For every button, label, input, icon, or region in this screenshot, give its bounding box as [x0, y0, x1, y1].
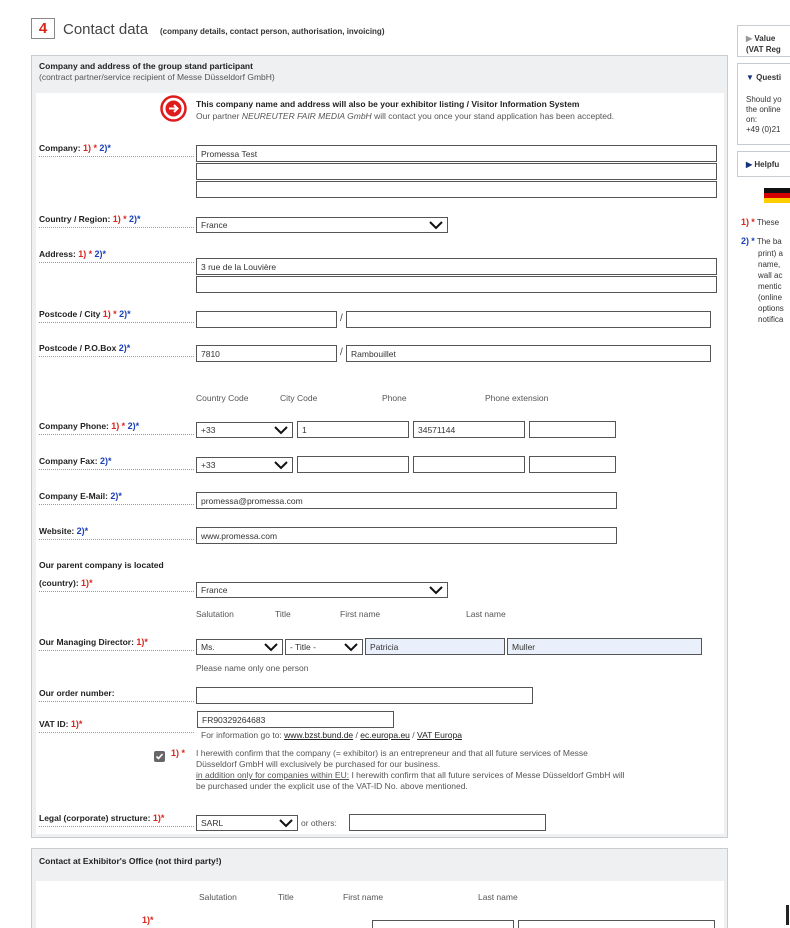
legal-structure-select[interactable]: SARL — [196, 815, 298, 831]
helpful-panel[interactable] — [737, 151, 790, 177]
col-title: Title — [275, 609, 291, 619]
order-number-input[interactable] — [196, 687, 533, 704]
fax-extension-input[interactable] — [529, 456, 616, 473]
vat-info: For information go to: www.bzst.bund.de / ec.europa.eu / VAT Europa — [201, 730, 462, 740]
scroll-edge — [786, 905, 789, 925]
first-name-input[interactable]: Patricia — [365, 638, 505, 655]
vat-confirm-checkbox[interactable] — [154, 751, 165, 762]
pobox-label: Postcode / P.O.Box 2)* — [39, 343, 194, 357]
postcode-input[interactable] — [196, 311, 337, 328]
company-name-input-3[interactable] — [196, 181, 717, 198]
phone-number-input[interactable]: 34571144 — [413, 421, 525, 438]
address-input[interactable]: 3 rue de la Louvière — [196, 258, 717, 275]
title-select[interactable]: - Title - — [285, 639, 363, 655]
contact-first-name-input[interactable] — [372, 920, 514, 928]
postcode-city-label: Postcode / City 1) * 2)* — [39, 309, 194, 323]
address-input-2[interactable] — [196, 276, 717, 293]
company-name-input[interactable]: Promessa Test — [196, 145, 717, 162]
confirm-required: 1) * — [171, 748, 186, 758]
pobox-separator: / — [340, 347, 343, 358]
check-icon — [154, 751, 165, 762]
managing-director-label: Our Managing Director: 1)* — [39, 637, 194, 651]
contact-col-last-name: Last name — [478, 892, 518, 902]
contact-required: 1)* — [142, 915, 154, 925]
parent-country-select[interactable]: France — [196, 582, 448, 598]
listing-info-line2: Our partner NEUREUTER FAIR MEDIA GmbH will contact you once your stand application has been accepted. — [196, 111, 615, 121]
chevron-down-icon — [279, 818, 293, 828]
website-input[interactable]: www.promessa.com — [196, 527, 617, 544]
country-label: Country / Region: 1) * 2)* — [39, 214, 194, 228]
footnote-1: 1) * These — [741, 217, 780, 227]
col-phone: Phone — [382, 393, 407, 403]
company-fax-label: Company Fax: 2)* — [39, 456, 194, 470]
company-panel-subtitle: (contract partner/service recipient of Messe Düsseldorf GmbH) — [39, 72, 275, 82]
one-person-hint: Please name only one person — [196, 663, 309, 673]
order-number-label: Our order number: — [39, 688, 194, 702]
city-input[interactable] — [346, 311, 711, 328]
phone-city-code-input[interactable]: 1 — [297, 421, 409, 438]
helpful-panel-title: ▶ Helpfu — [746, 160, 780, 169]
company-name-input-2[interactable] — [196, 163, 717, 180]
vat-id-input[interactable]: FR90329264683 — [197, 711, 394, 728]
company-panel-title: Company and address of the group stand participant — [39, 61, 253, 71]
website-label: Website: 2)* — [39, 526, 194, 540]
contact-col-salutation: Salutation — [199, 892, 237, 902]
footnote-2-marker: 2) * The ba — [741, 236, 782, 246]
col-city-code: City Code — [280, 393, 318, 403]
col-salutation: Salutation — [196, 609, 234, 619]
parent-company-label-line2: (country): 1)* — [39, 578, 194, 592]
confirm-text: I herewith confirm that the company (= exhibitor) is an entrepreneur and that all future services of Messe Düsseldorf GmbH will exclusively be purchased for our business. in addition only for companies within EU: I herewith confirm that all future services of Messe Düsseldorf GmbH will be purchased under the explicit use of the VAT-ID No. above mentioned. — [196, 748, 625, 791]
ec-europa-link[interactable]: ec.europa.eu — [360, 730, 410, 740]
chevron-down-icon — [274, 460, 288, 470]
company-email-label: Company E-Mail: 2)* — [39, 491, 194, 505]
contact-last-name-input[interactable] — [518, 920, 715, 928]
fax-country-code-select[interactable]: +33 — [196, 457, 293, 473]
chevron-down-icon — [344, 642, 358, 652]
chevron-down-icon — [264, 642, 278, 652]
phone-extension-input[interactable] — [529, 421, 616, 438]
questions-panel-title[interactable]: ▼ Questi — [746, 73, 782, 82]
fax-city-code-input[interactable] — [297, 456, 409, 473]
value-panel[interactable] — [737, 25, 790, 57]
footnote-2-text: print) a name, wall ac mentic (online options notifica — [758, 249, 784, 324]
section-number-badge: 4 — [31, 18, 55, 39]
value-panel-title: ▶ Value — [746, 34, 776, 43]
pobox-city-input[interactable]: Rambouillet — [346, 345, 711, 362]
col-first-name: First name — [340, 609, 381, 619]
fax-number-input[interactable] — [413, 456, 525, 473]
address-label: Address: 1) * 2)* — [39, 249, 194, 263]
value-panel-sub: (VAT Reg — [746, 45, 781, 54]
vat-europa-link[interactable]: VAT Europa — [417, 730, 462, 740]
or-others-label: or others: — [301, 818, 337, 828]
company-email-input[interactable]: promessa@promessa.com — [196, 492, 617, 509]
legal-structure-label: Legal (corporate) structure: 1)* — [39, 813, 194, 827]
legal-other-input[interactable] — [349, 814, 546, 831]
questions-panel — [737, 63, 790, 145]
chevron-down-icon — [429, 585, 443, 595]
arrow-right-circle-icon — [160, 95, 187, 122]
last-name-input[interactable]: Muller — [507, 638, 702, 655]
exhibitor-contact-title: Contact at Exhibitor's Office (not third party!) — [39, 856, 222, 866]
german-flag-icon[interactable] — [764, 188, 790, 203]
salutation-select[interactable]: Ms. — [196, 639, 283, 655]
vat-id-label: VAT ID: 1)* — [39, 719, 194, 733]
col-country-code: Country Code — [196, 393, 249, 403]
col-phone-extension: Phone extension — [485, 393, 549, 403]
pobox-postcode-input[interactable]: 7810 — [196, 345, 337, 362]
section-title: Contact data — [63, 21, 149, 38]
parent-company-label-line1: Our parent company is located — [39, 560, 164, 570]
questions-text: Should yo the online on: +49 (0)21 — [746, 95, 782, 134]
postcode-city-separator: / — [340, 313, 343, 324]
country-select[interactable]: France — [196, 217, 448, 233]
company-label: Company: 1) * 2)* — [39, 143, 194, 157]
chevron-down-icon — [429, 220, 443, 230]
section-subtitle: (company details, contact person, authorisation, invoicing) — [160, 27, 385, 36]
listing-info-line1: This company name and address will also be your exhibitor listing / Visitor Information System — [196, 99, 580, 109]
col-last-name: Last name — [466, 609, 506, 619]
contact-col-first-name: First name — [343, 892, 384, 902]
phone-country-code-select[interactable]: +33 — [196, 422, 293, 438]
contact-col-title: Title — [278, 892, 294, 902]
company-phone-label: Company Phone: 1) * 2)* — [39, 421, 194, 435]
chevron-down-icon — [274, 425, 288, 435]
bzst-link[interactable]: www.bzst.bund.de — [284, 730, 354, 740]
